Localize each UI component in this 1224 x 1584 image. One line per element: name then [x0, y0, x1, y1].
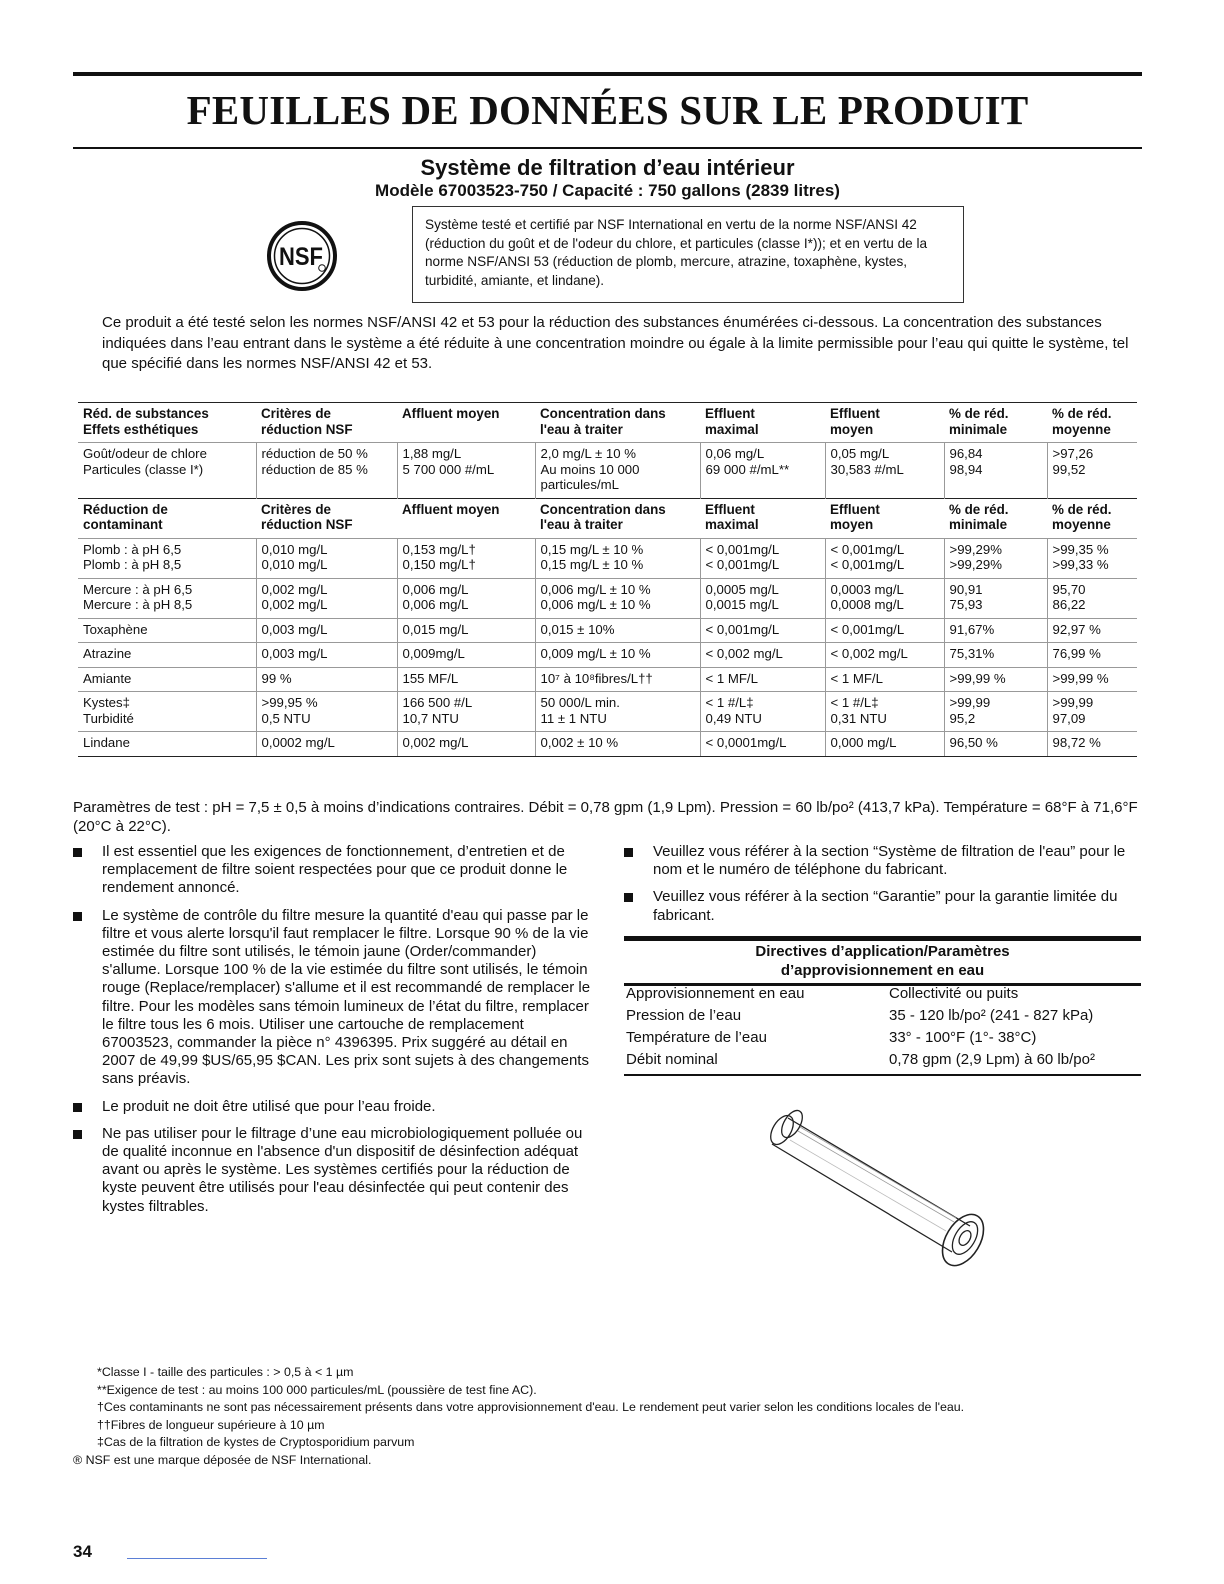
table-cell: < 1 MF/L — [825, 667, 944, 692]
table-cell: 0,153 mg/L† 0,150 mg/L† — [397, 538, 535, 578]
table-cell: Toxaphène — [78, 618, 256, 643]
directives-title-line2: d’approvisionnement en eau — [780, 961, 985, 979]
bullet-square-icon — [73, 1130, 82, 1139]
column-header: Critères de réduction NSF — [256, 403, 397, 443]
table-cell: 0,003 mg/L — [256, 643, 397, 668]
table-cell: 0,015 mg/L — [397, 618, 535, 643]
bottom-underline — [127, 1558, 267, 1559]
directive-label: Pression de l’eau — [626, 1007, 742, 1024]
table-cell: 91,67% — [944, 618, 1047, 643]
table-cell: 76,99 % — [1047, 643, 1137, 668]
list-item — [73, 1125, 593, 1216]
directive-value: 35 - 120 lb/po² (241 - 827 kPa) — [889, 1007, 1094, 1024]
directives-bottom-rule — [624, 1074, 1141, 1076]
table-cell: Lindane — [78, 732, 256, 757]
directive-label: Approvisionnement en eau — [626, 985, 805, 1002]
footnote: †Ces contaminants ne sont pas nécessairement présents dans votre approvisionnement d'eau. Le rendement peut varier selon les conditions locales de l'eau. — [97, 1400, 965, 1415]
table-cell: réduction de 50 % réduction de 85 % — [256, 443, 397, 499]
list-item-text: Le système de contrôle du filtre mesure la quantité d'eau qui passe par le filtre et vous alerte lorsqu'il faut remplacer le filtre. Lorsque 90 % de la vie estimée du filtre sont utilisés, le témoin jaune (Order/commander) s'allume. Lorsque 100 % de la vie estimée du filtre sont utilisés, le témoin rouge (Replace/remplacer) s'allume et il est recommandé de remplacer le filtre. Pour les modèles sans témoin lumineux de l’état du filtre, remplacer le filtre tous les 6 mois. Utiliser une cartouche de remplacement 67003523, commander la pièce n° 4396395. Prix suggéré au détail en 2007 de 49,99 $US/65,95 $CAN. Les prix sont sujets à des changements sans préavis. — [102, 906, 591, 1088]
table-cell: 10⁷ à 10⁸fibres/L†† — [535, 667, 700, 692]
table-row — [78, 643, 1137, 668]
filter-cartridge-illustration — [760, 1100, 1020, 1270]
table-cell: >99,29% >99,29% — [944, 538, 1047, 578]
list-item-text: Le produit ne doit être utilisé que pour l’eau froide. — [102, 1097, 436, 1115]
table-cell: 92,97 % — [1047, 618, 1137, 643]
table-cell: 0,002 mg/L — [397, 732, 535, 757]
table-row — [78, 667, 1137, 692]
footnotes — [73, 1364, 1153, 1470]
table-cell: 0,05 mg/L 30,583 #/mL — [825, 443, 944, 499]
table-row — [78, 618, 1137, 643]
table-cell: 0,0005 mg/L 0,0015 mg/L — [700, 578, 825, 618]
column-header: Effluent maximal — [700, 498, 825, 538]
directive-row — [624, 983, 1141, 1005]
table-cell: Mercure : à pH 6,5 Mercure : à pH 8,5 — [78, 578, 256, 618]
table-cell: < 1 #/L‡ 0,49 NTU — [700, 692, 825, 732]
column-header: Réduction de contaminant — [78, 498, 256, 538]
footnote: *Classe I - taille des particules : > 0,5 à < 1 µm — [97, 1365, 354, 1379]
table-cell: >99,35 % >99,33 % — [1047, 538, 1137, 578]
nsf-logo-text: NSF — [279, 243, 323, 271]
column-header: Affluent moyen — [397, 403, 535, 443]
directives-table — [624, 983, 1141, 1071]
column-header: Réd. de substances Effets esthétiques — [78, 403, 256, 443]
table-cell: 95,70 86,22 — [1047, 578, 1137, 618]
table-cell: < 0,001mg/L — [700, 618, 825, 643]
table-cell: < 0,002 mg/L — [700, 643, 825, 668]
table-cell: 0,010 mg/L 0,010 mg/L — [256, 538, 397, 578]
list-item-text: Il est essentiel que les exigences de fonctionnement, d’entretien et de remplacement de filtre soient respectées pour que ce produit donne le rendement annoncé. — [102, 843, 568, 897]
top-rule — [73, 72, 1142, 76]
table-cell: 0,003 mg/L — [256, 618, 397, 643]
table-cell: 0,015 ± 10% — [535, 618, 700, 643]
table-cell: Amiante — [78, 667, 256, 692]
list-item — [73, 907, 593, 1089]
directive-value: 33° - 100°F (1°- 38°C) — [889, 1029, 1037, 1046]
table-cell: 0,002 ± 10 % — [535, 732, 700, 757]
table-cell: >97,26 99,52 — [1047, 443, 1137, 499]
table-cell: 0,15 mg/L ± 10 % 0,15 mg/L ± 10 % — [535, 538, 700, 578]
list-item — [624, 843, 1134, 879]
table-cell: >99,99 97,09 — [1047, 692, 1137, 732]
table-cell: 0,0003 mg/L 0,0008 mg/L — [825, 578, 944, 618]
table-cell: 0,002 mg/L 0,002 mg/L — [256, 578, 397, 618]
table-row — [78, 732, 1137, 757]
column-header: % de réd. moyenne — [1047, 403, 1137, 443]
table-cell: < 0,0001mg/L — [700, 732, 825, 757]
directive-row — [624, 1027, 1141, 1049]
list-item — [624, 888, 1134, 924]
table-header-row — [78, 403, 1137, 443]
page-title: FEUILLES DE DONNÉES SUR LE PRODUIT — [186, 87, 1029, 133]
table-cell: >99,95 % 0,5 NTU — [256, 692, 397, 732]
right-bullet-list — [624, 843, 1134, 934]
intro-paragraph: Ce produit a été testé selon les normes NSF/ANSI 42 et 53 pour la réduction des substances énumérées ci-dessous. La concentration des substances indiquées dans l’eau entrant dans le système a été réduite à une concentration moindre ou égale à la limite permissible pour l’eau qui quitte le système, tel que spécifié dans les normes NSF/ANSI 42 et 53. — [102, 314, 1129, 372]
table-cell: 0,06 mg/L 69 000 #/mL** — [700, 443, 825, 499]
table-cell: 155 MF/L — [397, 667, 535, 692]
list-item-text: Veuillez vous référer à la section “Garantie” pour la garantie limitée du fabricant. — [653, 888, 1118, 924]
directive-row — [624, 1005, 1141, 1027]
table-cell: 1,88 mg/L 5 700 000 #/mL — [397, 443, 535, 499]
table-cell: >99,99 % — [944, 667, 1047, 692]
performance-data-table — [78, 402, 1137, 757]
footnote: ††Fibres de longueur supérieure à 10 µm — [97, 1417, 325, 1432]
table-cell: 75,31% — [944, 643, 1047, 668]
list-item — [73, 1098, 593, 1116]
table-cell: Kystes‡ Turbidité — [78, 692, 256, 732]
list-item — [73, 843, 593, 898]
bullet-square-icon — [73, 912, 82, 921]
table-cell: 0,006 mg/L ± 10 % 0,006 mg/L ± 10 % — [535, 578, 700, 618]
table-row — [78, 538, 1137, 578]
certification-box: Système testé et certifié par NSF International en vertu de la norme NSF/ANSI 42 (réduction du goût et de l'odeur du chlore, et particules (classe I*)); et en vertu de la norme NSF/ANSI 53 (réduction de plomb, mercure, atrazine, toxaphène, kystes, turbidité, amiante, et lindane). — [412, 206, 964, 303]
nsf-logo-icon — [266, 220, 338, 292]
footnote: ® NSF est une marque déposée de NSF International. — [73, 1452, 372, 1467]
table-cell: >99,99 % — [1047, 667, 1137, 692]
footnote: **Exigence de test : au moins 100 000 particules/mL (poussière de test fine AC). — [97, 1382, 537, 1397]
table-cell: 50 000/L min. 11 ± 1 NTU — [535, 692, 700, 732]
directives-title-line1: Directives d’application/Paramètres — [755, 943, 1010, 960]
table-row — [78, 578, 1137, 618]
list-item-text: Ne pas utiliser pour le filtrage d’une eau microbiologiquement polluée ou de qualité inconnue en l'absence d'un dispositif de désinfection adéquat avant ou après le système. Les systèmes certifiés pour la réduction de kyste peuvent être utilisés pour l'eau désinfectée qui peut contenir des kystes filtrables. — [102, 1124, 583, 1215]
directive-label: Température de l’eau — [626, 1029, 767, 1046]
product-subtitle: Système de filtration d’eau intérieur — [420, 155, 795, 180]
directive-value: 0,78 gpm (2,9 Lpm) à 60 lb/po² — [889, 1051, 1095, 1068]
table-cell: < 0,001mg/L < 0,001mg/L — [700, 538, 825, 578]
bullet-square-icon — [624, 893, 633, 902]
table-cell: 0,0002 mg/L — [256, 732, 397, 757]
column-header: Effluent moyen — [825, 498, 944, 538]
table-cell: < 0,002 mg/L — [825, 643, 944, 668]
directive-label: Débit nominal — [626, 1051, 718, 1068]
footnote: ‡Cas de la filtration de kystes de Cryptosporidium parvum — [97, 1435, 415, 1450]
column-header: Effluent moyen — [825, 403, 944, 443]
table-cell: 98,72 % — [1047, 732, 1137, 757]
directives-header — [624, 936, 1141, 986]
column-header: Affluent moyen — [397, 498, 535, 538]
table-cell: Goût/odeur de chlore Particules (classe I*) — [78, 443, 256, 499]
table-cell: 0,006 mg/L 0,006 mg/L — [397, 578, 535, 618]
bullet-square-icon — [73, 1103, 82, 1112]
table-cell: 99 % — [256, 667, 397, 692]
directive-value: Collectivité ou puits — [889, 985, 1019, 1002]
table-cell: 96,50 % — [944, 732, 1047, 757]
table-row — [78, 692, 1137, 732]
bullet-square-icon — [73, 848, 82, 857]
column-header: Concentration dans l'eau à traiter — [535, 498, 700, 538]
table-cell: < 1 MF/L — [700, 667, 825, 692]
column-header: Concentration dans l'eau à traiter — [535, 403, 700, 443]
table-cell: < 1 #/L‡ 0,31 NTU — [825, 692, 944, 732]
table-cell: 0,009 mg/L ± 10 % — [535, 643, 700, 668]
table-cell: < 0,001mg/L < 0,001mg/L — [825, 538, 944, 578]
page-number: 34 — [73, 1542, 92, 1561]
table-cell: >99,99 95,2 — [944, 692, 1047, 732]
table-cell: 2,0 mg/L ± 10 % Au moins 10 000 particules/mL — [535, 443, 700, 499]
table-cell: 96,84 98,94 — [944, 443, 1047, 499]
column-header: Effluent maximal — [700, 403, 825, 443]
left-bullet-list — [73, 843, 593, 1225]
directive-row — [624, 1049, 1141, 1071]
table-row — [78, 443, 1137, 499]
title-rule — [73, 147, 1142, 149]
test-parameters: Paramètres de test : pH = 7,5 ± 0,5 à moins d’indications contraires. Débit = 0,78 gpm (1,9 Lpm). Pression = 60 lb/po² (413,7 kPa). Température = 68°F à 71,6°F (20°C à 22°C). — [73, 799, 1138, 835]
model-capacity-line: Modèle 67003523-750 / Capacité : 750 gallons (2839 litres) — [375, 181, 840, 200]
column-header: % de réd. moyenne — [1047, 498, 1137, 538]
table-cell: 0,009mg/L — [397, 643, 535, 668]
table-cell: 90,91 75,93 — [944, 578, 1047, 618]
table-cell: 166 500 #/L 10,7 NTU — [397, 692, 535, 732]
bullet-square-icon — [624, 848, 633, 857]
column-header: % de réd. minimale — [944, 498, 1047, 538]
table-header-row — [78, 498, 1137, 538]
table-cell: Plomb : à pH 6,5 Plomb : à pH 8,5 — [78, 538, 256, 578]
column-header: Critères de réduction NSF — [256, 498, 397, 538]
table-cell: Atrazine — [78, 643, 256, 668]
table-cell: < 0,001mg/L — [825, 618, 944, 643]
table-cell: 0,000 mg/L — [825, 732, 944, 757]
list-item-text: Veuillez vous référer à la section “Système de filtration de l'eau” pour le nom et le numéro de téléphone du fabricant. — [653, 843, 1126, 879]
column-header: % de réd. minimale — [944, 403, 1047, 443]
